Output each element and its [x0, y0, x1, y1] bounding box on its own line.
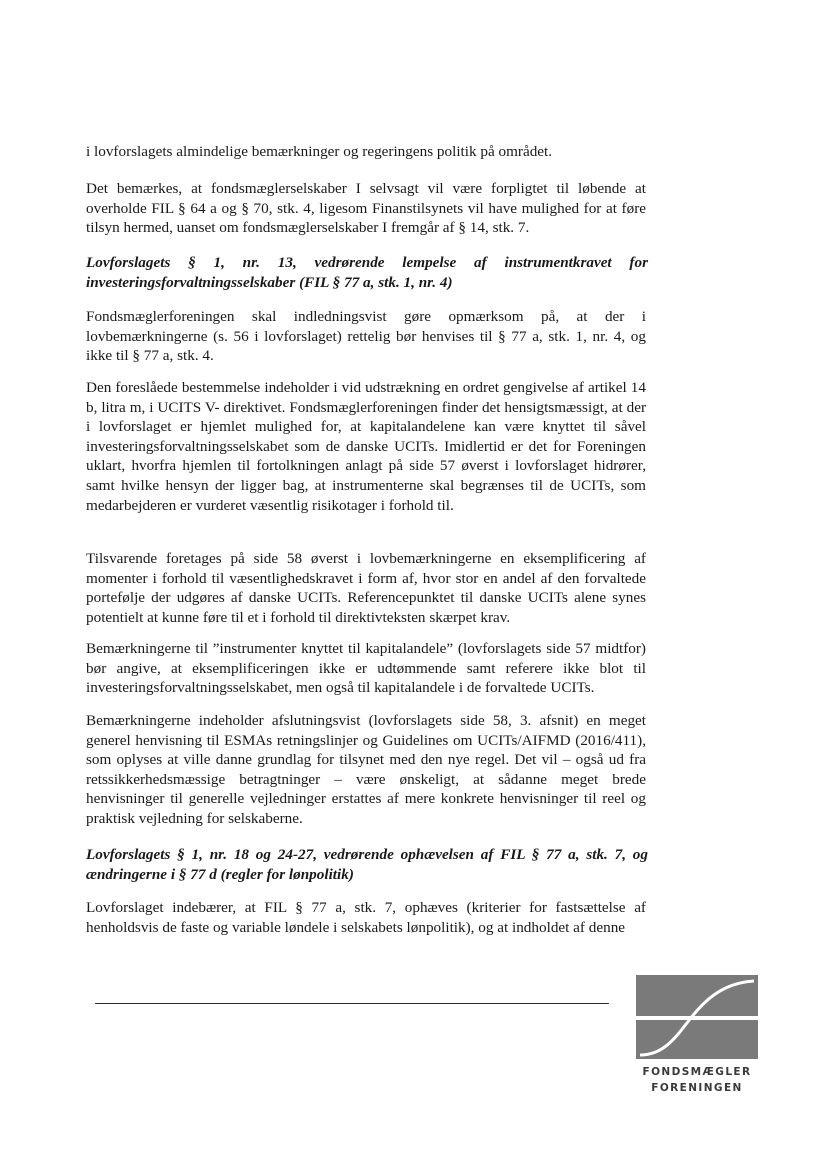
section-heading-loenpolitik: Lovforslagets § 1, nr. 18 og 24-27, vedrørende ophævelsen af FIL § 77 a, stk. 7, og ændringerne i § 77 d (regler for lønpolitik): [86, 846, 648, 883]
paragraph-esma-guidelines: Bemærkningerne indeholder afslutningsvist (lovforslagets side 58, 3. afsnit) en meget generel henvisning til ESMAs retningslinjer og Guidelines om UCITs/AIFMD (2016/411), som oplyses at ville danne grundlag for tilsynet med den nye regel. Det vil – også ud fra retssikkerhedsmæssige betragtninger – være ønskeligt, at sådanne meget brede henvisninger til generelle vejledninger erstattes af mere konkrete henvisninger til reel og praktisk vejledning for selskaberne.: [86, 712, 646, 827]
paragraph-fil-77a-stk7: Lovforslaget indebærer, at FIL § 77 a, stk. 7, ophæves (kriterier for fastsættelse af henholdsvis de faste og variable løndele i selskabets lønpolitik), og at indholdet af denne: [86, 899, 646, 936]
paragraph-vaesentlighedskrav: Tilsvarende foretages på side 58 øverst i lovbemærkningerne en eksemplificering af momenter i forhold til væsentlighedskravet i form af, hvor stor en andel af den forvaltede portefølje der udgøres af danske UCITs. Referencepunktet til danske UCITs alene synes potentielt at kunne føre til et i forhold til direktivteksten skærpet krav.: [86, 550, 646, 626]
paragraph-instrumenter-kapitalandele: Bemærkningerne til ”instrumenter knyttet til kapitalandele” (lovforslagets side 57 midtfor) bør angive, at eksemplificeringen ikke er udtømmende samt referere ikke blot til investeringsforvaltningsselskabet, men også til kapitalandele i de forvaltede UCITs.: [86, 640, 646, 697]
paragraph-intro-continuation: i lovforslagets almindelige bemærkninger og regeringens politik på området.: [86, 143, 553, 160]
logo-text-line2: FORENINGEN: [651, 1082, 743, 1094]
logo-text-line1: FONDSMÆGLER: [642, 1066, 752, 1078]
section-heading-instrumentkrav: Lovforslagets § 1, nr. 13, vedrørende lempelse af instrumentkravet for investeringsforvaltningsselskaber (FIL § 77 a, stk. 1, nr. 4): [86, 254, 648, 291]
footer-divider: [95, 1003, 609, 1004]
paragraph-fondsmaeglerselskaber: Det bemærkes, at fondsmæglerselskaber I selvsagt vil være forpligtet til løbende at overholde FIL § 64 a og § 70, stk. 4, ligesom Finanstilsynets vil have mulighed for at føre tilsyn hermed, uanset om fondsmæglerselskaber I fremgår af § 14, stk. 7.: [86, 180, 646, 237]
paragraph-ucits-directive: Den foreslåede bestemmelse indeholder i vid udstrækning en ordret gengivelse af artikel 14 b, litra m, i UCITS V- direktivet. Fondsmæglerforeningen finder det hensigtsmæssigt, at der i lovforslaget er hjemlet mulighed for, at kapitalandelene kan være knyttet til såvel investeringsforvaltningsselskabet som de danske UCITs. Imidlertid er det for Foreningen uklart, hvorfra hjemlen til fortolkningen anlagt på side 57 øverst i lovforslaget hidrører, samt hvilke hensyn der ligger bag, at instrumenterne skal begrænses til de UCITs, som medarbejderen er vurderet væsentlig risikotager i forhold til.: [86, 379, 646, 514]
logo-mark-icon: [636, 975, 758, 1059]
paragraph-lovbemaerkninger-reference: Fondsmæglerforeningen skal indledningsvist gøre opmærksom på, at der i lovbemærkningerne (s. 56 i lovforslaget) rettelig bør henvises til § 77 a, stk. 1, nr. 4, og ikke til § 77 a, stk. 4.: [86, 308, 646, 365]
